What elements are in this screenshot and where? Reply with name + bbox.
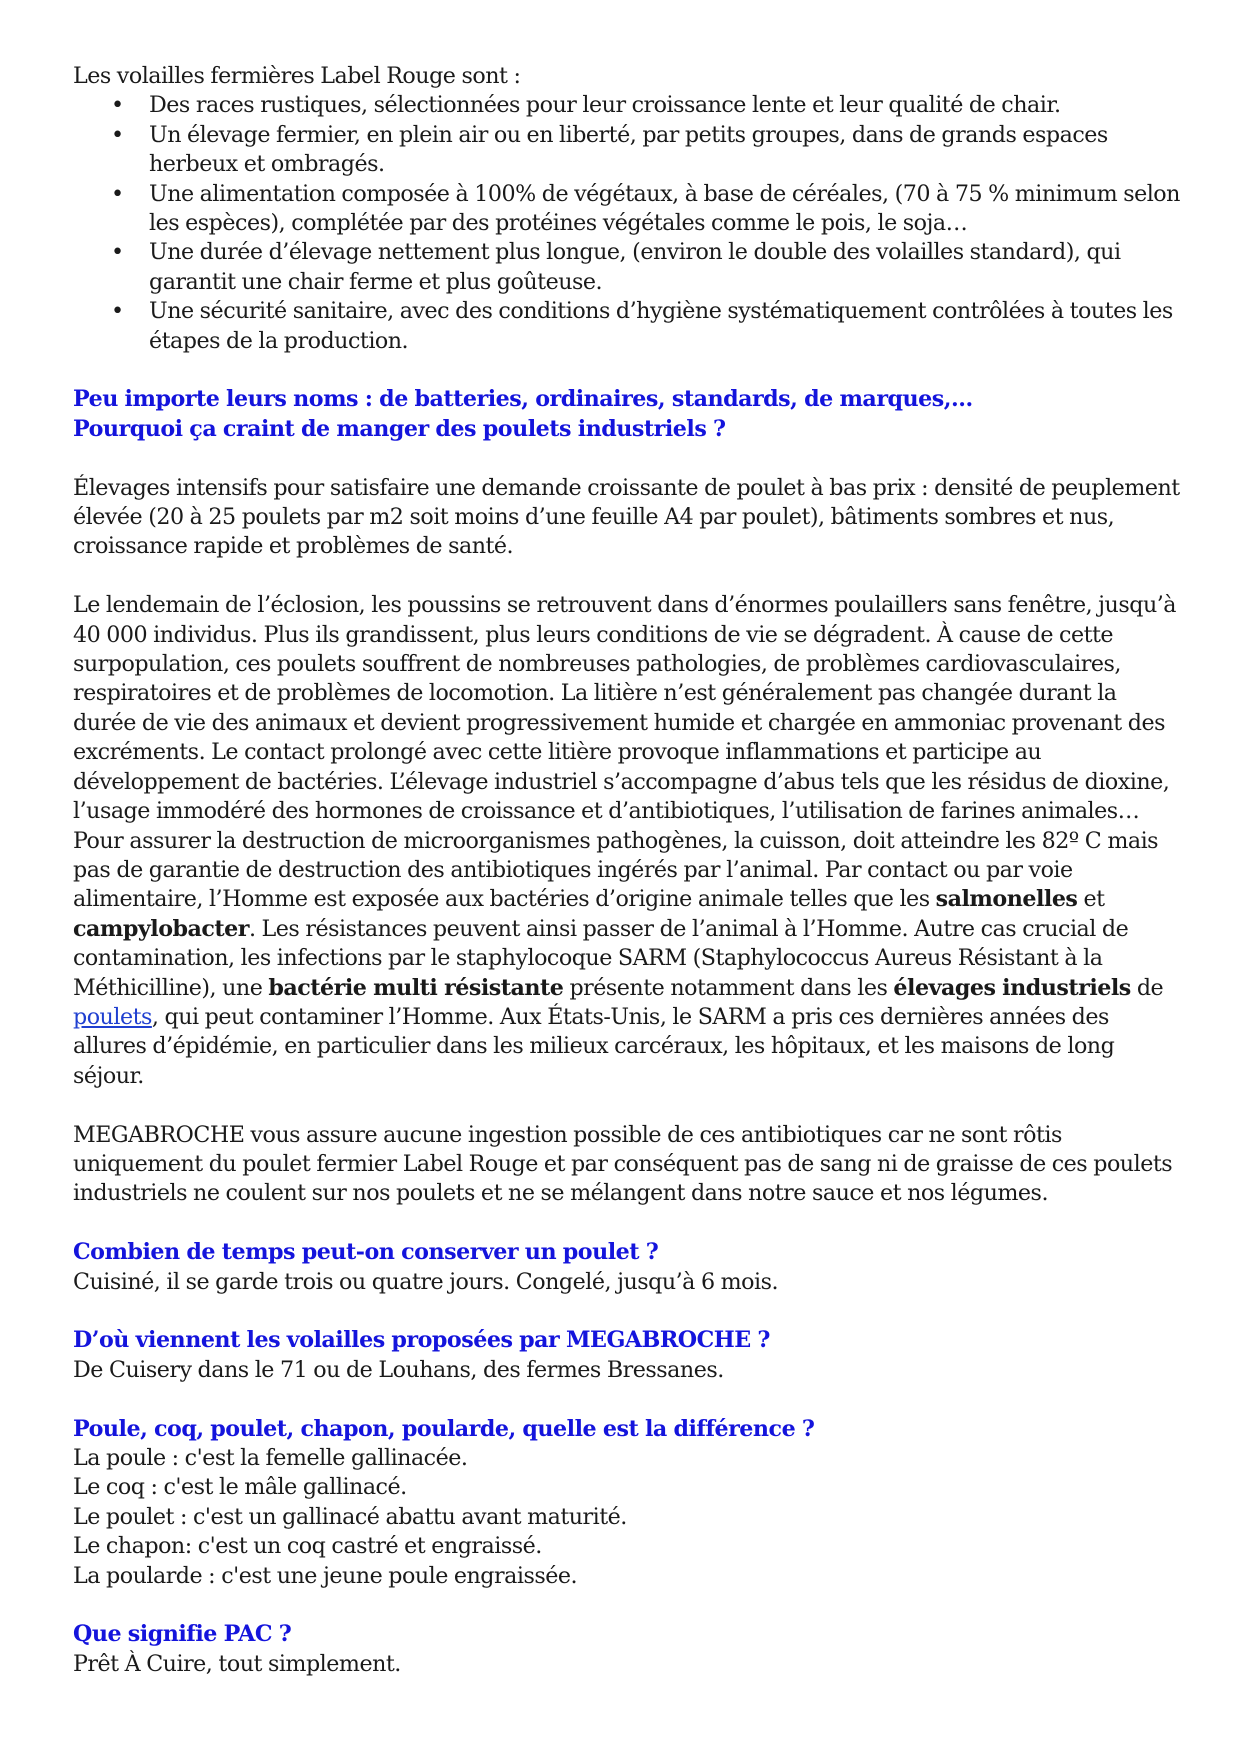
faq-answer-line: Le poulet : c'est un gallinacé abattu avant maturité. — [73, 1503, 627, 1530]
document-page — [73, 62, 1183, 1679]
spacer — [73, 444, 1183, 473]
paragraph-megabroche-assurance: MEGABROCHE vous assure aucune ingestion possible de ces antibiotiques car ne sont rôtis uniquement du poulet fermier Label Rouge et par conséquent pas de sang ni de graisse de ces poulets industriels ne coulent sur nos poulets et ne se mélangent dans notre sauce et nos légumes. — [73, 1121, 1173, 1207]
text-run: , qui peut contaminer l’Homme. Aux États-Unis, le SARM a pris ces dernières années des allures d’épidémie, en particulier dans les milieux carcéraux, les hôpitaux, et les maisons de long séjour. — [73, 1003, 1115, 1089]
list-item: • Une sécurité sanitaire, avec des conditions d’hygiène systématiquement contrôlées à toutes les étapes de la production. — [73, 297, 1183, 356]
faq-answer-line: La poule : c'est la femelle gallinacée. — [73, 1444, 468, 1471]
spacer — [73, 1385, 1183, 1414]
bold-multi-resistant: bactérie multi résistante — [268, 974, 564, 1001]
section-heading-industrial-2: Pourquoi ça craint de manger des poulets industriels ? — [73, 415, 726, 442]
faq-answer-origin: De Cuisery dans le 71 ou de Louhans, des fermes Bressanes. — [73, 1356, 724, 1383]
text-run: présente notamment dans les — [563, 974, 894, 1001]
faq-question-difference: Poule, coq, poulet, chapon, poularde, quelle est la différence ? — [73, 1415, 815, 1442]
faq-answer-line: Le chapon: c'est un coq castré et engraissé. — [73, 1533, 542, 1560]
text-run: Le lendemain de l’éclosion, les poussins se retrouvent dans d’énormes poulaillers sans fenêtre, jusqu’à 40 000 individus. Plus ils grandissent, plus leurs conditions de vie se dégradent. À cause de cette surpopulation, ces poulets souffrent de nombreuses pathologies, de problèmes cardiovasculaires, respiratoires et de problèmes de locomotion. La litière n’est généralement pas changée durant la durée de vie des animaux et devient progressivement humide et chargée en ammoniac provenant des excréments. Le contact prolongé avec cette litière provoque inflammations et participe au développement de bactéries. L’élevage industriel s’accompagne d’abus tels que les résidus de dioxine, l’usage immodéré des hormones de croissance et d’antibiotiques, l’utilisation de farines animales… Pour assurer la destruction de microorganismes pathogènes, la cuisson, doit atteindre les 82º C mais pas de garantie de destruction des antibiotiques ingérés par l’animal. Par contact ou par voie alimentaire, l’Homme est exposée aux bactéries d’origine animale telles que les — [73, 592, 1177, 913]
faq-answer-line: Le coq : c'est le mâle gallinacé. — [73, 1474, 407, 1501]
spacer — [73, 1591, 1183, 1620]
list-item: • Une durée d’élevage nettement plus longue, (environ le double des volailles standard), qui garantit une chair ferme et plus goûteuse. — [73, 238, 1183, 297]
intro-lead: Les volailles fermières Label Rouge sont : — [73, 63, 521, 89]
faq-question-conserve: Combien de temps peut-on conserver un poulet ? — [73, 1239, 659, 1266]
spacer — [73, 356, 1183, 385]
spacer — [73, 562, 1183, 591]
faq-answer-pac: Prêt À Cuire, tout simplement. — [73, 1650, 401, 1677]
label-rouge-list — [73, 91, 1183, 356]
bold-salmonelles: salmonelles — [935, 886, 1078, 913]
text-run: de — [1130, 974, 1164, 1001]
section-heading-industrial-1: Peu importe leurs noms : de batteries, ordinaires, standards, de marques,… — [73, 386, 973, 413]
faq-answer-line: La poularde : c'est une jeune poule engraissée. — [73, 1562, 578, 1589]
bold-industrial-farms: élevages industriels — [893, 974, 1131, 1001]
spacer — [73, 1297, 1183, 1326]
faq-answer-conserve: Cuisiné, il se garde trois ou quatre jours. Congelé, jusqu’à 6 mois. — [73, 1268, 779, 1295]
poulets-link[interactable]: poulets — [73, 1003, 152, 1030]
paragraph-health-risks — [73, 591, 1183, 1091]
faq-question-origin: D’où viennent les volailles proposées par MEGABROCHE ? — [73, 1327, 770, 1354]
list-item: • Des races rustiques, sélectionnées pour leur croissance lente et leur qualité de chair. — [73, 91, 1183, 120]
spacer — [73, 1091, 1183, 1120]
list-item: • Une alimentation composée à 100% de végétaux, à base de céréales, (70 à 75 % minimum selon les espèces), complétée par des protéines végétales comme le pois, le soja… — [73, 180, 1183, 239]
spacer — [73, 1209, 1183, 1238]
list-item: • Un élevage fermier, en plein air ou en liberté, par petits groupes, dans de grands espaces herbeux et ombragés. — [73, 121, 1183, 180]
text-run: et — [1077, 886, 1105, 913]
text-run: . Les résistances peuvent ainsi passer de l’animal à l’Homme. Autre cas crucial de contamination, les infections par le staphylocoque SARM (Staphylococcus Aureus Résistant à la Méthicilline), une — [73, 915, 1129, 1001]
faq-question-pac: Que signifie PAC ? — [73, 1621, 292, 1648]
bold-campylobacter: campylobacter — [73, 915, 249, 942]
paragraph-intensive-farming: Élevages intensifs pour satisfaire une demande croissante de poulet à bas prix : densité de peuplement élevée (20 à 25 poulets par m2 soit moins d’une feuille A4 par poulet), bâtiments sombres et nus, croissance rapide et problèmes de santé. — [73, 474, 1180, 560]
